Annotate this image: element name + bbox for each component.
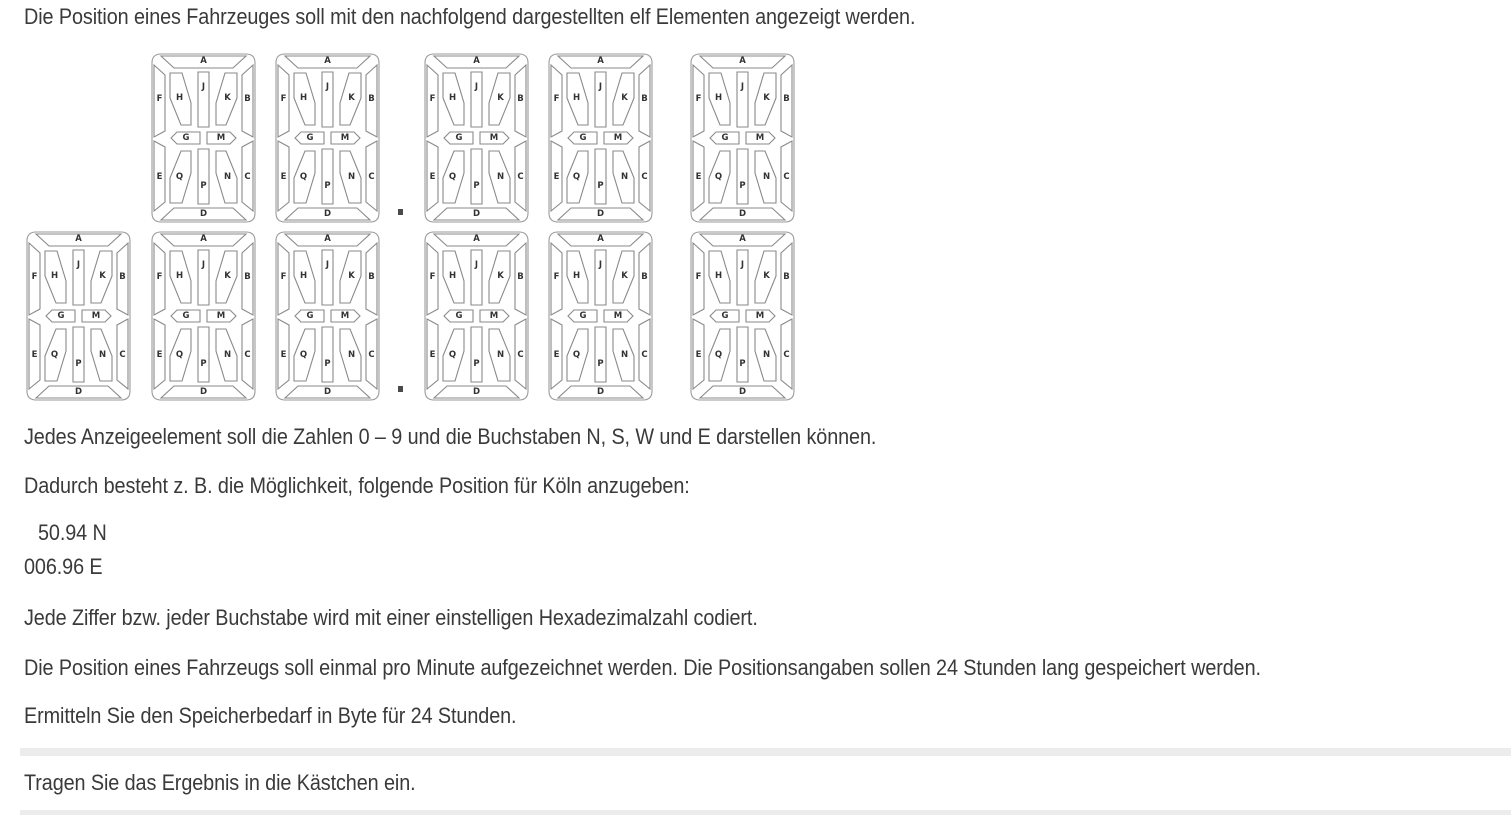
segment-label-h: H (448, 93, 457, 103)
segment-label-q: Q (572, 172, 581, 182)
display-element-lower-5 (548, 231, 653, 401)
segment-label-j: J (201, 82, 206, 92)
segment-label-p: P (473, 359, 480, 369)
display-element-upper-1 (151, 53, 256, 223)
segment-label-q: Q (299, 350, 308, 360)
segment-label-k: K (224, 271, 231, 281)
segment-j (198, 250, 209, 305)
segment-label-e: E (695, 172, 702, 182)
segment-j (73, 250, 84, 305)
segment-label-h: H (175, 93, 184, 103)
segment-label-f: F (280, 272, 287, 282)
segment-label-p: P (739, 181, 746, 191)
segment-label-g: G (455, 311, 463, 321)
segment-label-f: F (695, 94, 702, 104)
segment-label-d: D (472, 209, 481, 219)
segment-label-h: H (50, 271, 59, 281)
segment-label-d: D (199, 209, 208, 219)
segment-label-j: J (740, 260, 745, 270)
segment-p (322, 149, 333, 204)
sixteen-segment-display-graphic (548, 231, 653, 401)
divider (20, 748, 1511, 756)
segment-label-p: P (324, 181, 331, 191)
segment-label-f: F (156, 94, 163, 104)
segment-label-a: A (473, 56, 480, 66)
segment-label-k: K (348, 271, 355, 281)
sixteen-segment-display-graphic (151, 231, 256, 401)
segment-label-f: F (553, 94, 560, 104)
segment-label-d: D (596, 209, 605, 219)
segment-label-g: G (306, 311, 314, 321)
segment-label-q: Q (448, 350, 457, 360)
segment-label-n: N (496, 172, 505, 182)
segment-label-g: G (182, 133, 190, 143)
segment-label-b: B (119, 272, 126, 282)
segment-j (322, 72, 333, 127)
segment-label-j: J (474, 260, 479, 270)
example-intro-text: Dadurch besteht z. B. die Möglichkeit, folgende Position für Köln anzugeben: (24, 473, 690, 498)
segment-label-d: D (323, 387, 332, 397)
segment-p (198, 149, 209, 204)
segment-label-c: C (641, 350, 648, 360)
segment-label-k: K (497, 93, 504, 103)
segment-label-j: J (201, 260, 206, 270)
segment-label-g: G (579, 133, 587, 143)
segment-label-n: N (762, 172, 771, 182)
segment-label-p: P (324, 359, 331, 369)
sixteen-segment-display-graphic (151, 53, 256, 223)
segment-label-q: Q (714, 172, 723, 182)
segment-label-c: C (119, 350, 126, 360)
intro-text: Die Position eines Fahrzeuges soll mit den nachfolgend dargestellten elf Elementen angezeigt werden. (24, 4, 916, 29)
segment-p (73, 327, 84, 382)
segment-label-e: E (156, 350, 163, 360)
segment-label-f: F (429, 94, 436, 104)
segment-label-j: J (598, 82, 603, 92)
display-element-upper-4 (548, 53, 653, 223)
segment-label-d: D (199, 387, 208, 397)
segment-label-e: E (31, 350, 38, 360)
sixteen-segment-display-graphic (548, 53, 653, 223)
segment-label-m: M (216, 311, 226, 321)
segment-label-a: A (739, 234, 746, 244)
segment-j (595, 250, 606, 305)
segment-label-m: M (489, 133, 499, 143)
segment-label-k: K (621, 271, 628, 281)
segment-label-m: M (216, 133, 226, 143)
segment-label-h: H (714, 93, 723, 103)
divider (20, 810, 1511, 815)
sixteen-segment-display-graphic (26, 231, 131, 401)
segment-label-e: E (429, 350, 436, 360)
segment-label-q: Q (299, 172, 308, 182)
segment-label-g: G (57, 311, 65, 321)
segment-label-g: G (306, 133, 314, 143)
segment-label-m: M (489, 311, 499, 321)
segment-j (471, 250, 482, 305)
segment-label-q: Q (175, 172, 184, 182)
segment-p (737, 149, 748, 204)
display-element-lower-6 (690, 231, 795, 401)
segment-label-n: N (347, 350, 356, 360)
segment-j (595, 72, 606, 127)
segment-label-n: N (223, 172, 232, 182)
segment-label-j: J (740, 82, 745, 92)
decimal-point (398, 209, 403, 215)
segment-label-c: C (244, 350, 251, 360)
segment-label-d: D (323, 209, 332, 219)
segment-label-b: B (368, 94, 375, 104)
segment-label-k: K (497, 271, 504, 281)
display-element-lower-1 (26, 231, 131, 401)
segment-label-a: A (597, 234, 604, 244)
sixteen-segment-display-graphic (424, 231, 529, 401)
segment-label-b: B (783, 94, 790, 104)
segment-label-b: B (244, 94, 251, 104)
segment-label-e: E (553, 350, 560, 360)
element-capability-text: Jedes Anzeigeelement soll die Zahlen 0 – 9 und die Buchstaben N, S, W und E darstellen können. (24, 424, 877, 449)
segment-label-n: N (496, 350, 505, 360)
segment-label-p: P (75, 359, 82, 369)
recording-text: Die Position eines Fahrzeugs soll einmal pro Minute aufgezeichnet werden. Die Positionsangaben sollen 24 Stunden lang gespeichert werden. (24, 655, 1261, 680)
segment-label-m: M (755, 133, 765, 143)
segment-label-m: M (755, 311, 765, 321)
segment-j (198, 72, 209, 127)
segment-label-j: J (76, 260, 81, 270)
segment-j (737, 72, 748, 127)
segment-label-a: A (200, 56, 207, 66)
segment-label-p: P (739, 359, 746, 369)
segment-label-j: J (325, 82, 330, 92)
segment-label-j: J (474, 82, 479, 92)
sixteen-segment-display-graphic (275, 53, 380, 223)
segment-label-f: F (695, 272, 702, 282)
display-element-upper-2 (275, 53, 380, 223)
segment-label-e: E (280, 350, 287, 360)
segment-label-p: P (200, 359, 207, 369)
segment-j (322, 250, 333, 305)
segment-label-k: K (99, 271, 106, 281)
segment-label-q: Q (448, 172, 457, 182)
segment-label-h: H (299, 271, 308, 281)
segment-label-a: A (200, 234, 207, 244)
segment-label-e: E (429, 172, 436, 182)
display-element-upper-3 (424, 53, 529, 223)
segment-label-p: P (473, 181, 480, 191)
segment-label-b: B (517, 94, 524, 104)
segment-label-g: G (721, 133, 729, 143)
segment-label-b: B (641, 272, 648, 282)
segment-label-d: D (738, 387, 747, 397)
segment-label-h: H (448, 271, 457, 281)
decimal-point (398, 386, 403, 392)
segment-label-b: B (244, 272, 251, 282)
sixteen-segment-display-graphic (424, 53, 529, 223)
segment-label-k: K (348, 93, 355, 103)
segment-label-a: A (473, 234, 480, 244)
display-element-lower-2 (151, 231, 256, 401)
segment-label-a: A (597, 56, 604, 66)
segment-label-c: C (368, 350, 375, 360)
segment-label-a: A (324, 56, 331, 66)
example-longitude: 006.96 E (24, 554, 103, 579)
segment-label-g: G (721, 311, 729, 321)
segment-label-n: N (223, 350, 232, 360)
segment-label-g: G (455, 133, 463, 143)
segment-label-a: A (739, 56, 746, 66)
sixteen-segment-display-graphic (690, 53, 795, 223)
segment-label-h: H (714, 271, 723, 281)
segment-p (737, 327, 748, 382)
segment-label-c: C (368, 172, 375, 182)
segment-j (737, 250, 748, 305)
segment-p (471, 149, 482, 204)
segment-label-g: G (579, 311, 587, 321)
segment-label-m: M (340, 311, 350, 321)
segment-label-b: B (783, 272, 790, 282)
display-element-lower-4 (424, 231, 529, 401)
example-latitude: 50.94 N (38, 520, 107, 545)
segment-label-q: Q (50, 350, 59, 360)
task-text: Ermitteln Sie den Speicherbedarf in Byte für 24 Stunden. (24, 703, 517, 728)
segment-label-m: M (613, 311, 623, 321)
segment-label-c: C (783, 350, 790, 360)
segment-label-d: D (472, 387, 481, 397)
segment-p (595, 327, 606, 382)
segment-label-d: D (738, 209, 747, 219)
segment-p (471, 327, 482, 382)
segment-label-f: F (156, 272, 163, 282)
segment-j (471, 72, 482, 127)
segment-label-f: F (280, 94, 287, 104)
segment-label-n: N (347, 172, 356, 182)
encoding-text: Jede Ziffer bzw. jeder Buchstabe wird mit einer einstelligen Hexadezimalzahl codiert. (24, 605, 758, 630)
segment-label-d: D (74, 387, 83, 397)
segment-label-k: K (763, 271, 770, 281)
display-element-lower-3 (275, 231, 380, 401)
segment-label-c: C (244, 172, 251, 182)
segment-label-g: G (182, 311, 190, 321)
segment-label-k: K (763, 93, 770, 103)
segment-label-h: H (175, 271, 184, 281)
segment-label-e: E (280, 172, 287, 182)
enter-result-text: Tragen Sie das Ergebnis in die Kästchen ein. (24, 770, 416, 795)
segment-label-e: E (156, 172, 163, 182)
segment-label-n: N (620, 172, 629, 182)
segment-label-h: H (572, 271, 581, 281)
segment-label-n: N (98, 350, 107, 360)
segment-label-b: B (517, 272, 524, 282)
segment-label-h: H (572, 93, 581, 103)
segment-p (595, 149, 606, 204)
segment-label-k: K (621, 93, 628, 103)
segment-label-n: N (620, 350, 629, 360)
segment-label-q: Q (175, 350, 184, 360)
segment-label-a: A (324, 234, 331, 244)
segment-p (322, 327, 333, 382)
segment-label-j: J (325, 260, 330, 270)
segment-label-q: Q (572, 350, 581, 360)
segment-label-n: N (762, 350, 771, 360)
segment-label-f: F (429, 272, 436, 282)
segment-label-m: M (613, 133, 623, 143)
sixteen-segment-display-graphic (690, 231, 795, 401)
segment-label-c: C (641, 172, 648, 182)
sixteen-segment-display-graphic (275, 231, 380, 401)
segment-label-h: H (299, 93, 308, 103)
segment-label-e: E (553, 172, 560, 182)
display-element-upper-5 (690, 53, 795, 223)
segment-label-e: E (695, 350, 702, 360)
segment-label-m: M (91, 311, 101, 321)
segment-label-j: J (598, 260, 603, 270)
segment-label-f: F (553, 272, 560, 282)
segment-label-p: P (200, 181, 207, 191)
segment-label-a: A (75, 234, 82, 244)
segment-label-m: M (340, 133, 350, 143)
segment-label-q: Q (714, 350, 723, 360)
segment-label-b: B (368, 272, 375, 282)
segment-label-k: K (224, 93, 231, 103)
segment-label-c: C (517, 172, 524, 182)
segment-p (198, 327, 209, 382)
segment-label-p: P (597, 359, 604, 369)
segment-label-b: B (641, 94, 648, 104)
segment-label-p: P (597, 181, 604, 191)
segment-label-c: C (517, 350, 524, 360)
segment-label-d: D (596, 387, 605, 397)
segment-label-f: F (31, 272, 38, 282)
segment-label-c: C (783, 172, 790, 182)
